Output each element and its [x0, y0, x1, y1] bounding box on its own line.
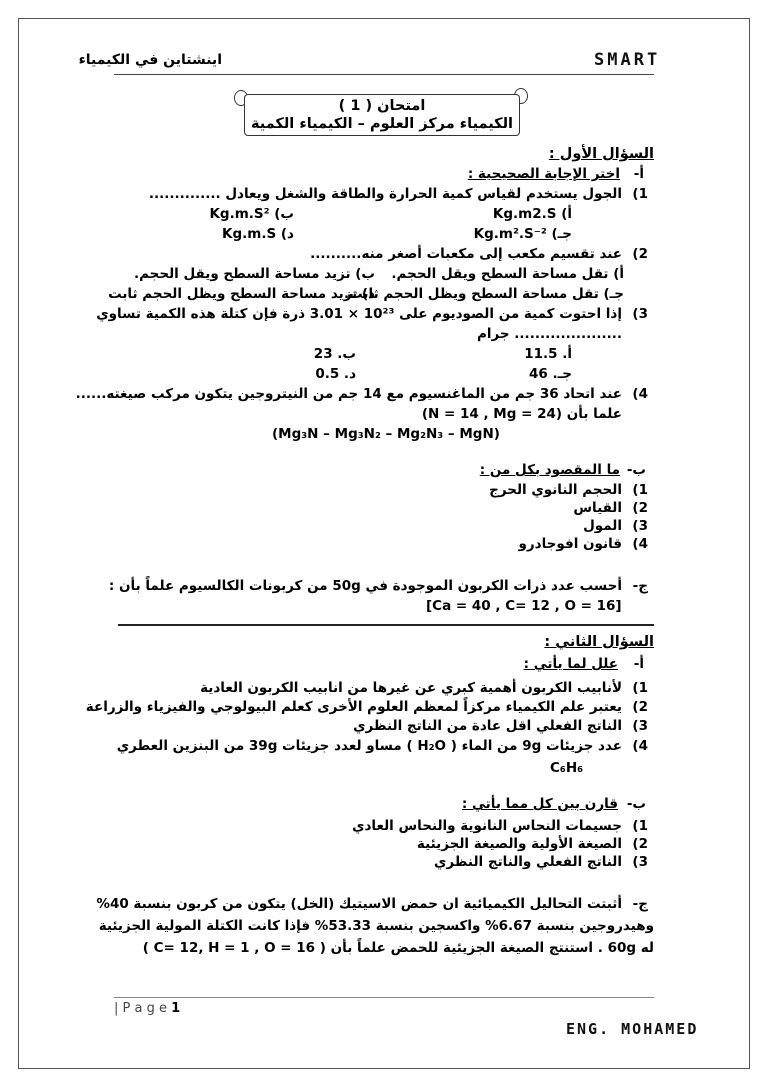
q2-b-label: قارن بين كل مما يأتي : — [461, 796, 618, 812]
q1-item2-option-b: ب) تزيد مساحة السطح ويقل الحجم. — [133, 266, 375, 282]
q2-b-item2-number: 2) — [632, 836, 648, 852]
footer-rule — [114, 997, 654, 998]
q2-a-label: علل لما يأتي : — [523, 656, 618, 672]
q2-a-item2-text: يعتبر علم الكيمياء مركزاً لمعظم العلوم الأخرى كعلم البيولوجي والفيزياء والزراعة — [85, 699, 622, 715]
q2-a-item4-text: عدد جزيئات 9g من الماء ( H₂O ) مساو لعدد جزيئات 39g من البنزين العطري — [116, 738, 622, 754]
q1-b-item4-text: قانون افوجادرو — [518, 536, 622, 552]
q1-item2-option-a: أ) تقل مساحة السطح ويقل الحجم. — [391, 266, 624, 282]
q1-c-text: أحسب عدد ذرات الكربون الموجودة في 50g من كربونات الكالسيوم علماً بأن : — [108, 578, 622, 594]
q1-c-given: [Ca = 40 , C= 12 , O = 16] — [426, 598, 622, 614]
author-signature: ENG. MOHAMED — [566, 1020, 699, 1038]
q1-item1-option-a: أ) Kg.m2.S — [492, 206, 572, 222]
q1-b-marker: ب- — [626, 462, 646, 478]
header-title: اينشتاين في الكيمياء — [78, 52, 222, 68]
q1-heading: السؤال الأول : — [548, 146, 654, 162]
q2-b-item2-text: الصيغة الأولية والصيغة الجزيئية — [416, 836, 622, 852]
q1-item2-text: عند تقسيم مكعب إلى مكعبات أصغر منه.......... — [310, 246, 622, 262]
q2-heading: السؤال الثاني : — [544, 634, 654, 650]
q1-item1-number: 1) — [632, 186, 648, 202]
exam-subtitle: الكيمياء مركز العلوم – الكيمياء الكمية — [251, 116, 513, 132]
q2-a-item2-number: 2) — [632, 699, 648, 715]
page-label-text: | P a g e — [114, 1001, 167, 1016]
q2-c-marker: ج- — [632, 896, 648, 912]
q1-item2-option-d: د) تزيد مساحة السطح ويظل الحجم ثابت — [108, 286, 375, 302]
q1-item1-text: الجول يستخدم لقياس كمية الحرارة والطاقة والشغل ويعادل .............. — [148, 186, 622, 202]
q1-item1-option-c: جـ) Kg.m².S⁻² — [473, 226, 572, 242]
q1-item3-text: إذا احتوت كمية من الصوديوم على 10²³ × 3.01 ذرة فإن كتلة هذه الكمية تساوي — [96, 306, 622, 322]
q2-c-line3: له 60g . استنتج الصيغة الجزيئية للحمض علماً بأن ( C= 12, H = 1 , O = 16 ) — [142, 940, 654, 956]
q2-b-item1-text: جسيمات النحاس النانوية والنحاس العادي — [352, 818, 622, 834]
q2-c-line2: وهيدروجين بنسبة 6.67% واكسجين بنسبة 53.33% فإذا كانت الكتلة المولية الجزيئية — [98, 918, 654, 934]
q2-b-marker: ب- — [626, 796, 646, 812]
q2-b-item3-text: الناتج الفعلي والناتج النظري — [434, 854, 622, 870]
header-rule — [114, 74, 654, 75]
q2-c-line1: أثبتت التحاليل الكيميائية ان حمض الاسيتيك (الخل) يتكون من كربون بنسبة 40% — [96, 896, 622, 912]
q1-item4-options: (Mg₃N – Mg₃N₂ – Mg₂N₃ – MgN) — [272, 426, 500, 442]
q1-b-label: ما المقصود بكل من : — [479, 462, 620, 478]
q1-b-item2-text: القياس — [573, 500, 622, 516]
exam-title: امتحان ( 1 ) — [338, 98, 426, 114]
q1-item2-number: 2) — [632, 246, 648, 262]
q2-a-item3-number: 3) — [632, 718, 648, 734]
q1-b-item4-number: 4) — [632, 536, 648, 552]
q2-a-item1-number: 1) — [632, 680, 648, 696]
q1-item4-number: 4) — [632, 386, 648, 402]
q1-b-item1-text: الحجم النانوي الحرج — [489, 482, 622, 498]
q1-item3-option-b: ب. 23 — [313, 346, 356, 362]
q1-c-marker: ج- — [632, 578, 648, 594]
q2-b-item3-number: 3) — [632, 854, 648, 870]
scroll-panel — [244, 94, 520, 136]
q2-a-item3-text: الناتج الفعلي اقل عادة من الناتج النظري — [353, 718, 622, 734]
q1-b-item1-number: 1) — [632, 482, 648, 498]
q1-item3-option-a: أ. 11.5 — [524, 346, 572, 362]
q1-b-item2-number: 2) — [632, 500, 648, 516]
q1-item3-option-d: د. 0.5 — [315, 366, 356, 382]
page-number: 1 — [171, 1001, 181, 1016]
q2-a-item1-text: لأنابيب الكربون أهمية كبري عن غيرها من انابيب الكربون العادية — [200, 680, 622, 696]
q1-item1-option-b: ب) Kg.m.S² — [209, 206, 294, 222]
q2-a-marker: أ- — [633, 656, 644, 672]
q1-a-marker: أ- — [633, 166, 644, 182]
q1-b-item3-text: المول — [583, 518, 622, 534]
q2-a-item4-number: 4) — [632, 738, 648, 754]
q1-item4-text: عند اتحاد 36 جم من الماغنسيوم مع 14 جم من النيتروجين يتكون مركب صيغته...... — [75, 386, 622, 402]
section-separator — [118, 624, 654, 626]
q1-item1-option-d: د) Kg.m.S — [222, 226, 294, 242]
q1-item3-number: 3) — [632, 306, 648, 322]
exam-title-scroll — [232, 88, 530, 140]
q2-b-item1-number: 1) — [632, 818, 648, 834]
q1-item3-continuation: ..................... جرام — [476, 326, 622, 342]
q1-b-item3-number: 3) — [632, 518, 648, 534]
q1-item4-given: علما بأن (N = 14 , Mg = 24) — [421, 406, 622, 422]
q2-a-item4-formula: C₆H₆ — [550, 760, 584, 776]
q1-item2-option-c: جـ) تقل مساحة السطح ويظل الحجم ثابت. — [344, 286, 624, 302]
page-label — [114, 1001, 180, 1016]
q1-item3-option-c: جـ. 46 — [529, 366, 572, 382]
brand-logo: SMART — [594, 50, 661, 70]
q1-a-label: اختر الإجابة الصحيحية : — [467, 166, 620, 182]
